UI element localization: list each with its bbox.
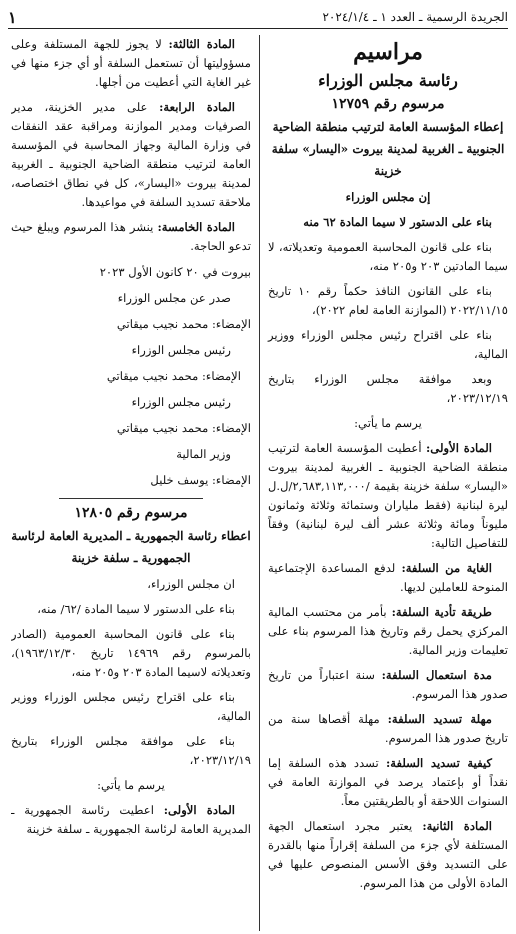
article-4-text: على مدير الخزينة، مدير الصرفيات ومدير الموازنة ومراقبة عقد النفقات في وزارة المالية وجهاز المحاسبة في المؤسسة العامة لترتيب منطقة الضاحية الجنوبية ـ الغربية لمدينة بيروت «اليسار»، كل في نطاق اختصاصه، ملاحقة تسديد السلفة في مواعيدها. <box>11 100 251 209</box>
article-3-text: لا يجوز للجهة المستلفة وعلى مسؤوليتها أن تستعمل السلفة أو أي جزء منها في غير الغاية التي أعطيت من أجلها. <box>11 37 251 89</box>
column-divider <box>259 35 260 931</box>
basis-heading: بناء على الدستور لا سيما المادة ٦٢ منه <box>303 215 492 229</box>
finance-title: وزير المالية <box>176 447 231 461</box>
article-3-label: المادة الثالثة: <box>168 37 235 51</box>
left-column <box>11 35 257 931</box>
article-2 <box>268 817 508 893</box>
use-label: مدة استعمال السلفة: <box>381 668 492 682</box>
pm-title-2: رئيس مجلس الوزراء <box>131 395 231 409</box>
decree-2-basis-1: بناء على الدستور لا سيما المادة /٦٢/ منه، <box>37 602 235 616</box>
basis-4: وبعد موافقة مجلس الوزراء بتاريخ ٢٠٢٣/١٢/١٩، <box>268 372 508 405</box>
header-title: الجريدة الرسمية ـ العدد ١ ـ ٢٠٢٤/١/٤ <box>322 10 508 24</box>
decree-2-article-1-text: اعطيت رئاسة الجمهورية ـ المديرية العامة لرئاسة الجمهورية ـ سلفة خزينة <box>11 803 251 836</box>
method-label: طريقة تأدية السلفة: <box>391 605 492 619</box>
decree-2-basis-4: بناء على موافقة مجلس الوزراء بتاريخ ٢٠٢٣/١٢/١٩، <box>11 734 251 767</box>
place-date: بيروت في ٢٠ كانون الأول ٢٠٢٣ <box>99 265 251 279</box>
decree-2-number: مرسوم رقم ١٢٨٠٥ <box>74 505 188 521</box>
goal <box>268 559 508 597</box>
section-title: مراسيم <box>353 39 423 65</box>
use-text: سنة اعتباراً من تاريخ صدور هذا المرسوم. <box>268 668 508 701</box>
basis-3: بناء على اقتراح رئيس مجلس الوزراء ووزير المالية، <box>268 328 508 361</box>
article-2-label: المادة الثانية: <box>422 819 492 833</box>
article-1-label: المادة الأولى: <box>426 441 492 455</box>
article-5 <box>11 218 251 256</box>
how-label: كيفية تسديد السلفة: <box>385 756 492 770</box>
decrees-line: يرسم ما يأتي: <box>354 416 422 430</box>
issued-by: صدر عن مجلس الوزراء <box>117 291 231 305</box>
article-3 <box>11 35 251 92</box>
signature-2: الإمضاء: محمد نجيب ميقاتي <box>106 369 241 383</box>
article-4-label: المادة الرابعة: <box>159 100 236 114</box>
decree-2-article-1-label: المادة الأولى: <box>163 803 235 817</box>
two-column-body <box>8 35 508 931</box>
decree-2-subject: اعطاء رئاسة الجمهورية ـ المديرية العامة لرئاسة الجمهورية ـ سلفة خزينة <box>11 529 251 565</box>
page-number: ١ <box>8 7 17 27</box>
decree-number: مرسوم رقم ١٢٧٥٩ <box>331 96 445 112</box>
repay-period <box>268 710 508 748</box>
decree-intro: إن مجلس الوزراء <box>345 190 431 204</box>
right-column <box>262 35 508 931</box>
how-text: تسدد هذه السلفة إما نقداً أو بإعتماد يرصد في الموازنة العامة في السنوات اللاحقة أو بالطريقتين معاً. <box>268 756 508 808</box>
decree-2-intro: ان مجلس الوزراء، <box>147 577 235 591</box>
section-divider <box>59 498 203 499</box>
basis-1: بناء على قانون المحاسبة العمومية وتعديلاته، لا سيما المادتين ٢٠٣ و٢٠٥ منه، <box>268 240 508 273</box>
article-5-text: ينشر هذا المرسوم ويبلغ حيث تدعو الحاجة. <box>11 220 251 253</box>
article-1 <box>268 439 508 553</box>
article-1-text: أعطيت المؤسسة العامة لترتيب منطقة الضاحية الجنوبية ـ الغربية لمدينة بيروت «اليسار» سلفة خزينة بقيمة /٢,٦٨٣,١١٣,٠٠٠/ل.ل ليرة لبنانية (فقط ملياران وستمائة وثلاثة وثمانون مليوناً ومائة وثلاثة عشر ألف ليرة لبنانية) وفقاً للتفاصيل التالية: <box>268 441 508 550</box>
decree-2-basis-2: بناء على قانون المحاسبة العمومية (الصادر بالمرسوم رقم ١٤٩٦٩ تاريخ ١٩٦٣/١٢/٣٠)، وتعديلاته لاسيما المادة ٢٠٣ و٢٠٥ منه، <box>11 627 251 679</box>
basis-2: بناء على القانون النافذ حكماً رقم ١٠ تاريخ ٢٠٢٢/١١/١٥ (الموازنة العامة لعام ٢٠٢٢)، <box>268 284 508 317</box>
repay-text: مهلة أقصاها سنة من تاريخ صدور هذا المرسوم. <box>268 712 508 745</box>
goal-label: الغاية من السلفة: <box>401 561 492 575</box>
article-5-label: المادة الخامسة: <box>157 220 235 234</box>
pm-title: رئيس مجلس الوزراء <box>131 343 231 357</box>
article-4 <box>11 98 251 212</box>
signature-3: الإمضاء: محمد نجيب ميقاتي <box>116 421 251 435</box>
authority-title: رئاسة مجلس الوزراء <box>318 71 458 90</box>
goal-text: لدفع المساعدة الإجتماعية المنوحة للعاملين لديها. <box>268 561 508 594</box>
decree-2-basis-3: بناء على اقتراح رئيس مجلس الوزراء ووزير المالية، <box>11 690 251 723</box>
use-period <box>268 666 508 704</box>
page-header <box>8 6 508 29</box>
repay-method <box>268 754 508 811</box>
decree-2-decrees-line: يرسم ما يأتي: <box>97 778 165 792</box>
signature-1: الإمضاء: محمد نجيب ميقاتي <box>116 317 251 331</box>
decree-2-article-1 <box>11 801 251 839</box>
article-2-text: يعتبر مجرد استعمال الجهة المستلفة لأي جزء من السلفة إقراراً منها بالقدرة على التسديد وفق الأسس المنصوص عليها في المادة الأولى من هذا المرسوم. <box>268 819 508 890</box>
repay-label: مهلة تسديد السلفة: <box>387 712 493 726</box>
method <box>268 603 508 660</box>
signature-4: الإمضاء: يوسف خليل <box>150 473 251 487</box>
method-text: بأمر من محتسب المالية المركزي يحمل رقم وتاريخ هذا المرسوم بناء على تعليمات وزير المالية. <box>268 605 508 657</box>
decree-subject: إعطاء المؤسسة العامة لترتيب منطقة الضاحية الجنوبية ـ الغربية لمدينة بيروت «اليسار» سلفة خزينة <box>271 120 505 178</box>
